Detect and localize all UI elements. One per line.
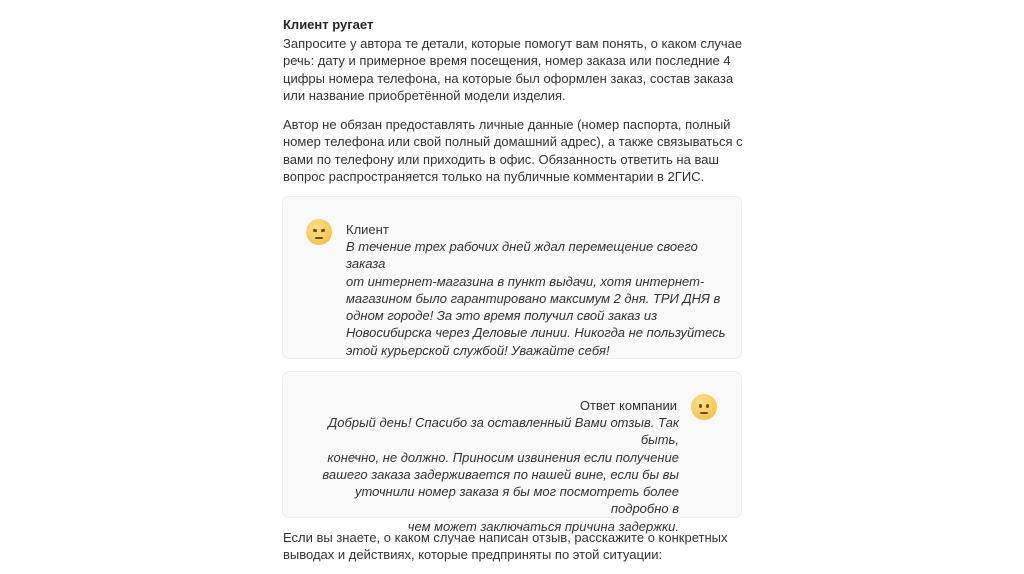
reply-line: конечно, не должно. Приносим извинения если получение [327, 449, 679, 465]
angry-face-icon [306, 219, 332, 245]
review-line: одном городе! За это время получил свой заказ из [346, 308, 658, 324]
privacy-paragraph: Автор не обязан предоставлять личные данные (номер паспорта, полный номер телефона или свой полный домашний адрес), а также связываться с вами по телефону или приходить в офис. Обязанность ответить на ваш вопрос распространяется только на публичные комментарии в 2ГИС. [283, 117, 743, 185]
client-review-text [346, 238, 726, 359]
client-author-label: Клиент [346, 222, 389, 237]
section-heading: Клиент ругает [283, 17, 374, 32]
company-author-label: Ответ компании [579, 398, 677, 413]
footer-instruction: Если вы знаете, о каком случае написан отзыв, расскажите о конкретных выводах и действиях, которые предприняты по этой ситуации: [283, 530, 728, 563]
reply-line: вашего заказа задерживается по нашей вине, если бы вы [322, 466, 679, 482]
review-line: от интернет-магазина в пункт выдачи, хотя интернет- [346, 273, 705, 289]
review-line: магазином было гарантировано максимум 2 дня. ТРИ ДНЯ в [346, 290, 721, 306]
review-line: этой курьерской службой! Уважайте себя! [346, 342, 610, 358]
company-reply-card [283, 372, 741, 534]
intro-paragraph: Запросите у автора те детали, которые помогут вам понять, о каком случае речь: дату и примерное время посещения, номер заказа или последние 4 цифры номера телефона, на которые был оформлен заказ, состав заказа или название приобретённой модели изделия. [283, 36, 743, 103]
client-review-card [283, 197, 741, 358]
section-intro [283, 16, 753, 185]
reply-line: Добрый день! Спасибо за оставленный Вами отзыв. Так быть, [328, 415, 679, 448]
review-line: Новосибирска через Деловые линии. Никогда не пользуйтесь [346, 325, 726, 341]
review-line: В течение трех рабочих дней ждал перемещение своего заказа [346, 239, 698, 272]
company-reply-text [299, 414, 679, 535]
reply-line: уточнили номер заказа я бы мог посмотреть более подробно в [355, 484, 679, 517]
reply-line: чем может заключаться причина задержки. [407, 518, 679, 534]
neutral-face-icon [691, 394, 717, 420]
